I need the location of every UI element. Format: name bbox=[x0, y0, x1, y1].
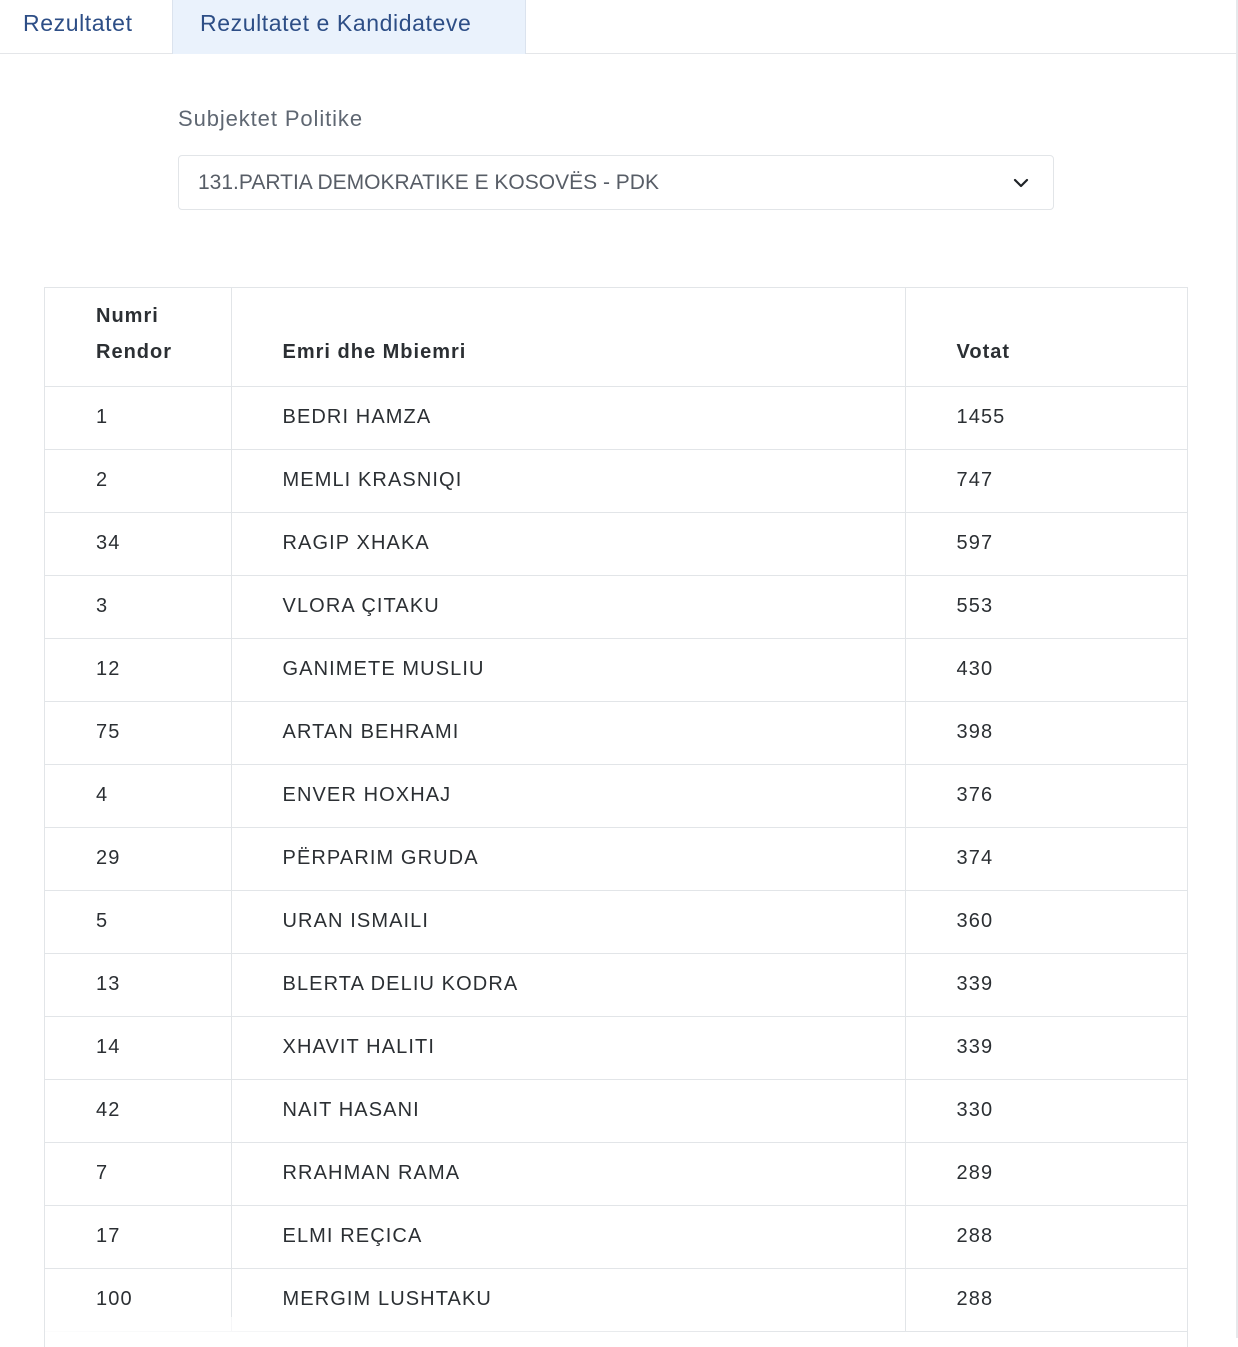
cell-number: 42 bbox=[45, 1079, 231, 1142]
cell-name: VLORA ÇITAKU bbox=[231, 575, 905, 638]
table-row bbox=[45, 449, 1187, 512]
cell-votes: 376 bbox=[905, 764, 1187, 827]
cell-number: 3 bbox=[45, 575, 231, 638]
column-header-number-line2: Rendor bbox=[96, 340, 172, 363]
cell-votes: 553 bbox=[905, 575, 1187, 638]
table-row bbox=[45, 890, 1187, 953]
cell-number: 100 bbox=[45, 1268, 231, 1331]
column-header-name[interactable]: Emri dhe Mbiemri bbox=[231, 288, 905, 386]
cell-votes: 339 bbox=[905, 953, 1187, 1016]
tab-bar bbox=[0, 0, 1236, 54]
cell-number: 14 bbox=[45, 1016, 231, 1079]
cell-votes: 374 bbox=[905, 827, 1187, 890]
cell-name: ENVER HOXHAJ bbox=[231, 764, 905, 827]
table-row bbox=[45, 1268, 1187, 1331]
column-header-number-line1: Numri bbox=[96, 304, 159, 327]
cell-number: 34 bbox=[45, 512, 231, 575]
cell-votes: 597 bbox=[905, 512, 1187, 575]
table-row bbox=[45, 827, 1187, 890]
table-row bbox=[45, 764, 1187, 827]
column-header-votes[interactable]: Votat bbox=[905, 288, 1187, 386]
cell-votes: 360 bbox=[905, 890, 1187, 953]
table-row bbox=[45, 1079, 1187, 1142]
candidates-table bbox=[44, 287, 1188, 1347]
cell-number: 5 bbox=[45, 890, 231, 953]
cell-votes: 289 bbox=[905, 1142, 1187, 1205]
cell-votes: 288 bbox=[905, 1268, 1187, 1331]
cell-number: 4 bbox=[45, 764, 231, 827]
cell-name: NAIT HASANI bbox=[231, 1079, 905, 1142]
cell-votes: 398 bbox=[905, 701, 1187, 764]
political-subject-select[interactable] bbox=[178, 155, 1054, 210]
cell-number: 75 bbox=[45, 701, 231, 764]
cell-votes: 288 bbox=[905, 1205, 1187, 1268]
table-row bbox=[45, 1016, 1187, 1079]
cell-name: BEDRI HAMZA bbox=[231, 386, 905, 449]
cell-name: RAGIP XHAKA bbox=[231, 512, 905, 575]
cell-votes: 1455 bbox=[905, 386, 1187, 449]
cell-number: 2 bbox=[45, 449, 231, 512]
cell-number: 13 bbox=[45, 953, 231, 1016]
cell-name: BLERTA DELIU KODRA bbox=[231, 953, 905, 1016]
cell-votes: 430 bbox=[905, 638, 1187, 701]
cell-name: ELMI REÇICA bbox=[231, 1205, 905, 1268]
cell-name: GANIMETE MUSLIU bbox=[231, 638, 905, 701]
table-row bbox=[45, 1205, 1187, 1268]
column-header-number[interactable] bbox=[45, 288, 231, 386]
cell-name: MERGIM LUSHTAKU bbox=[231, 1268, 905, 1331]
cell-votes: 339 bbox=[905, 1016, 1187, 1079]
cell-votes: 747 bbox=[905, 449, 1187, 512]
table-row bbox=[45, 638, 1187, 701]
cell-name: ARTAN BEHRAMI bbox=[231, 701, 905, 764]
cell-number: 17 bbox=[45, 1205, 231, 1268]
table-row bbox=[45, 575, 1187, 638]
cell-number: 1 bbox=[45, 386, 231, 449]
table-row bbox=[45, 701, 1187, 764]
cell-votes: 330 bbox=[905, 1079, 1187, 1142]
cell-number: 12 bbox=[45, 638, 231, 701]
cell-name: URAN ISMAILI bbox=[231, 890, 905, 953]
cell-number: 29 bbox=[45, 827, 231, 890]
table-row bbox=[45, 953, 1187, 1016]
cell-name: MEMLI KRASNIQI bbox=[231, 449, 905, 512]
political-subject-label: Subjektet Politike bbox=[178, 106, 363, 131]
table-row bbox=[45, 386, 1187, 449]
table-row bbox=[45, 1142, 1187, 1205]
cell-number: 7 bbox=[45, 1142, 231, 1205]
cell-name: RRAHMAN RAMA bbox=[231, 1142, 905, 1205]
table-header-row bbox=[45, 288, 1187, 386]
tab-rezultatet-e-kandidateve[interactable]: Rezultatet e Kandidateve bbox=[172, 0, 526, 54]
chevron-down-icon bbox=[1011, 173, 1031, 193]
cell-name: XHAVIT HALITI bbox=[231, 1016, 905, 1079]
table-row bbox=[45, 512, 1187, 575]
political-subject-selected-value: 131.PARTIA DEMOKRATIKE E KOSOVËS - PDK bbox=[198, 171, 659, 194]
cell-name: PËRPARIM GRUDA bbox=[231, 827, 905, 890]
tab-rezultatet[interactable]: Rezultatet bbox=[23, 10, 133, 36]
